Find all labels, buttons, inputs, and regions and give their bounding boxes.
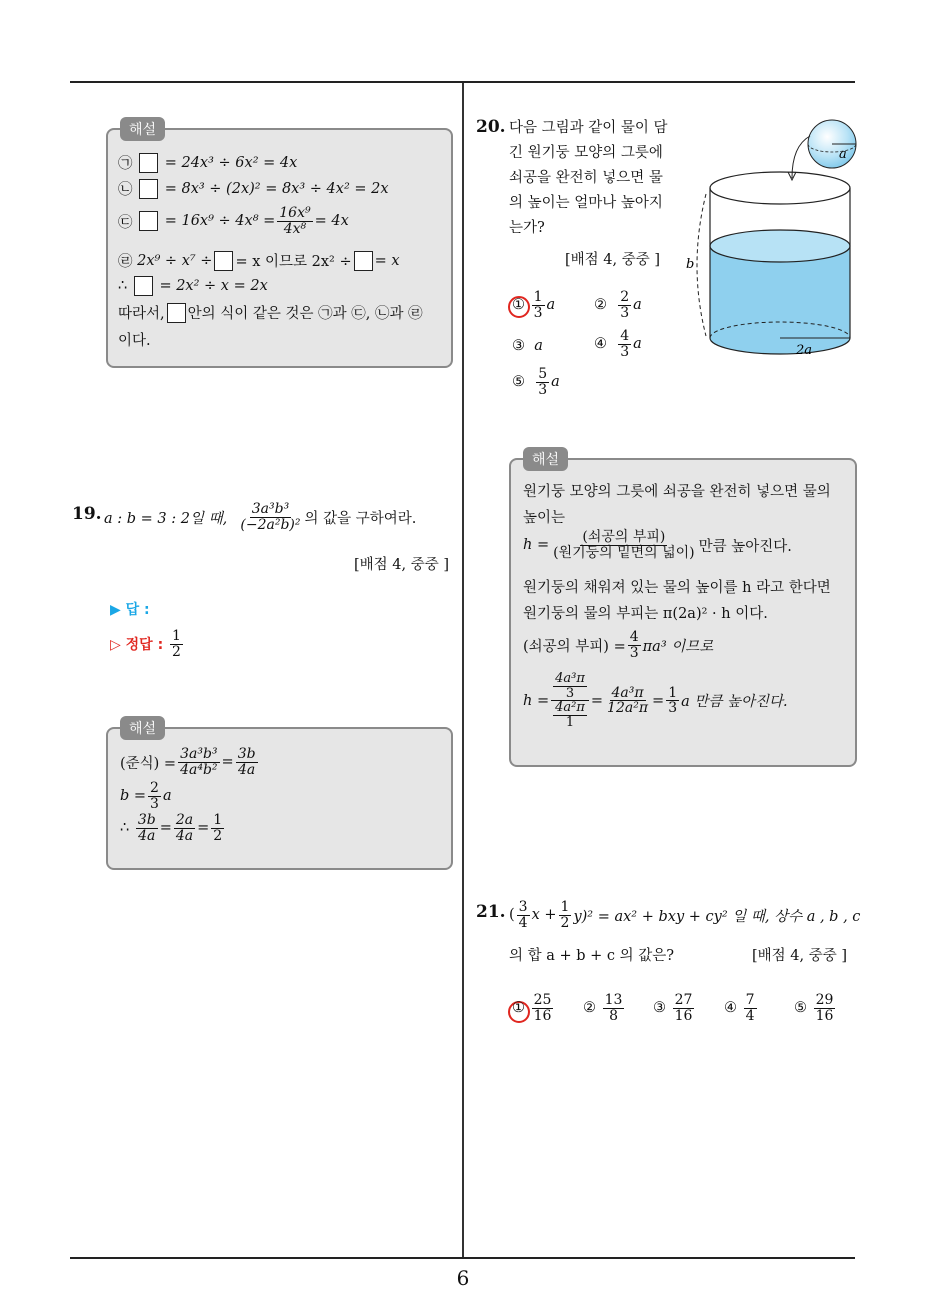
correct-answer-label: ▷ 정답 : $\frac{1}{2}$ (110, 628, 181, 660)
fraction: $\frac{7}{4}$ (745, 992, 755, 1024)
explanation-line: ∴ = 2x² ÷ x = 2x (118, 278, 268, 294)
explanation-line: 원기둥의 물의 부피는 π(2a)² · h 이다. (523, 606, 768, 622)
blank-box (354, 251, 373, 271)
page-number: 6 (456, 1266, 470, 1290)
question-number: 19. (72, 504, 102, 524)
explanation-line: 따라서, 안의 식이 같은 것은 ㉠과 ㉢, ㉡과 ㉣ (118, 302, 423, 323)
fraction: $\frac{1}{3}$ (533, 289, 543, 321)
score-label: [배점 4, 중중 ] (752, 948, 848, 964)
option-1[interactable]: ① $\frac{1}{3}$ a (512, 289, 556, 321)
option-3[interactable]: ③ a (512, 338, 543, 354)
ball-radius-label: a (839, 147, 847, 162)
column-divider (462, 83, 464, 1257)
fraction: $\frac{\text{4a³π}}{\text{12a²π}}$ (607, 684, 649, 717)
fraction: $\frac{3b}{4a}$ (237, 746, 256, 778)
answer-label: ▶ 답 : (110, 602, 150, 618)
radius-label: 2a (796, 343, 813, 358)
fraction: $\frac{3}{4}$ (518, 899, 528, 931)
fraction: $\frac{25}{16}$ (533, 992, 552, 1024)
compound-fraction: 4a³π 3 4a²π 1 (551, 672, 589, 730)
fraction: $\frac{3b}{4a}$ (137, 812, 156, 844)
option-4[interactable]: ④ $\frac{7}{4}$ (724, 992, 755, 1024)
fraction: $\frac{2a}{4a}$ (175, 812, 194, 844)
fraction: $\frac{1}{3}$ (668, 684, 678, 717)
option-2[interactable]: ② $\frac{13}{8}$ (583, 992, 623, 1024)
fraction: $\frac{\text{(쇠공의 부피)}}{\text{(원기둥의 밑면의 넓이)}}$ (553, 529, 695, 561)
question-21-text: ( $\frac{3}{4}$ x + $\frac{1}{2}$ y)² = ax² + bxy + cy² 일 때, 상수 a , b , c (509, 899, 861, 931)
explanation-box-3 (509, 452, 857, 767)
blank-box (214, 251, 233, 271)
cylinder-top (710, 172, 850, 204)
explanation-line: 원기둥 모양의 그릇에 쇠공을 완전히 넣으면 물의 (523, 484, 831, 500)
explanation-tag: 해설 (120, 716, 165, 740)
question-number: 21. (476, 902, 506, 922)
option-4[interactable]: ④ $\frac{4}{3}$ a (594, 328, 642, 360)
explanation-line: 원기둥의 채워져 있는 물의 높이를 h 라고 한다면 (523, 580, 831, 596)
option-1[interactable]: ① $\frac{25}{16}$ (512, 992, 552, 1024)
explanation-line: (준식) = $\frac{\text{3a³b³}}{\text{4a⁴b²}}$ = $\frac{3b}{4a}$ (120, 746, 256, 778)
explanation-line: 이다. (118, 333, 151, 349)
fraction: $\frac{2}{3}$ (620, 289, 630, 321)
explanation-line: h = $\frac{\text{(쇠공의 부피)}}{\text{(원기둥의 밑면의 넓이)}}$ 만큼 높아진다. (523, 529, 792, 561)
explanation-tag: 해설 (523, 447, 568, 471)
explanation-line: h = 4a³π 3 4a²π 1 = $\frac{\text{4a³π}}{\text{12a²π}}$ = $\frac{1}{3}$ a 만큼 높아진다. (523, 671, 788, 730)
height-label: b (686, 257, 695, 272)
fraction: $\frac{1}{2}$ (560, 899, 570, 931)
fraction: $\frac{4}{3}$ (620, 328, 630, 360)
fraction: $\frac{13}{8}$ (604, 992, 623, 1024)
fraction: $\frac{2}{3}$ (150, 780, 159, 812)
water-surface (710, 230, 850, 262)
explanation-box-2 (106, 721, 453, 870)
explanation-line: b = $\frac{2}{3}$ a (120, 780, 172, 812)
explanation-line: ㉢ = 16x⁹ ÷ 4x⁸ = $\frac{\text{16x⁹}}{\text{4x⁸}}$ = 4x (118, 205, 349, 237)
explanation-line: ∴ $\frac{3b}{4a}$ = $\frac{2a}{4a}$ = $\frac{1}{2}$ (120, 812, 223, 844)
drop-arrow (792, 136, 810, 178)
explanation-line: (쇠공의 부피) = $\frac{4}{3}$ πa³ 이므로 (523, 629, 714, 661)
bottom-rule (70, 1257, 855, 1259)
fraction: $\frac{\text{3a³b³}}{\text{(−2a²b)²}}$ (240, 501, 301, 533)
correct-answer-value: $\frac{1}{2}$ (172, 628, 181, 660)
fraction: $\frac{\text{16x⁹}}{\text{4x⁸}}$ (279, 205, 311, 237)
explanation-line: ㉡ = 8x³ ÷ (2x)² = 8x³ ÷ 4x² = 2x (118, 180, 389, 198)
explanation-line: ㉣ 2x⁹ ÷ x⁷ ÷ = x 이므로 2x² ÷ = x (118, 252, 400, 270)
option-5[interactable]: ⑤ $\frac{5}{3}$ a (512, 366, 560, 398)
fraction: $\frac{4}{3}$ (629, 629, 639, 661)
explanation-line: 높이는 (523, 510, 566, 526)
fraction: $\frac{27}{16}$ (674, 992, 693, 1024)
fraction: $\frac{5}{3}$ (538, 366, 548, 398)
explanation-box-1 (106, 122, 453, 368)
explanation-tag: 해설 (120, 117, 165, 141)
question-21-text-line2: 의 합 a + b + c 의 값은? (509, 948, 675, 964)
fraction: $\frac{29}{16}$ (815, 992, 834, 1024)
explanation-line: ㉠ = 24x³ ÷ 6x² = 4x (118, 154, 298, 172)
blank-box (139, 179, 158, 199)
option-2[interactable]: ② $\frac{2}{3}$ a (594, 289, 642, 321)
score-label: [배점 4, 중중 ] (354, 557, 450, 573)
fraction: $\frac{1}{2}$ (213, 812, 223, 844)
question-number: 20. (476, 117, 506, 137)
question-20-text: 다음 그림과 같이 물이 담 긴 원기둥 모양의 그릇에 쇠공을 완전히 넣으면 물 의 높이는 얼마나 높아지 는가? (509, 120, 668, 236)
cylinder-ball-figure (680, 110, 860, 370)
blank-box (139, 153, 158, 173)
fraction: $\frac{\text{3a³b³}}{\text{4a⁴b²}}$ (180, 746, 218, 778)
option-5[interactable]: ⑤ $\frac{29}{16}$ (794, 992, 834, 1024)
option-3[interactable]: ③ $\frac{27}{16}$ (653, 992, 693, 1024)
blank-box (134, 276, 153, 296)
blank-box (167, 303, 186, 323)
question-19-text: a : b = 3 : 2일 때, $\frac{\text{3a³b³}}{\text{(−2a²b)²}}$ 의 값을 구하여라. (104, 501, 417, 533)
height-indicator (697, 194, 706, 336)
score-label: [배점 4, 중중 ] (565, 252, 661, 268)
blank-box (139, 211, 158, 231)
